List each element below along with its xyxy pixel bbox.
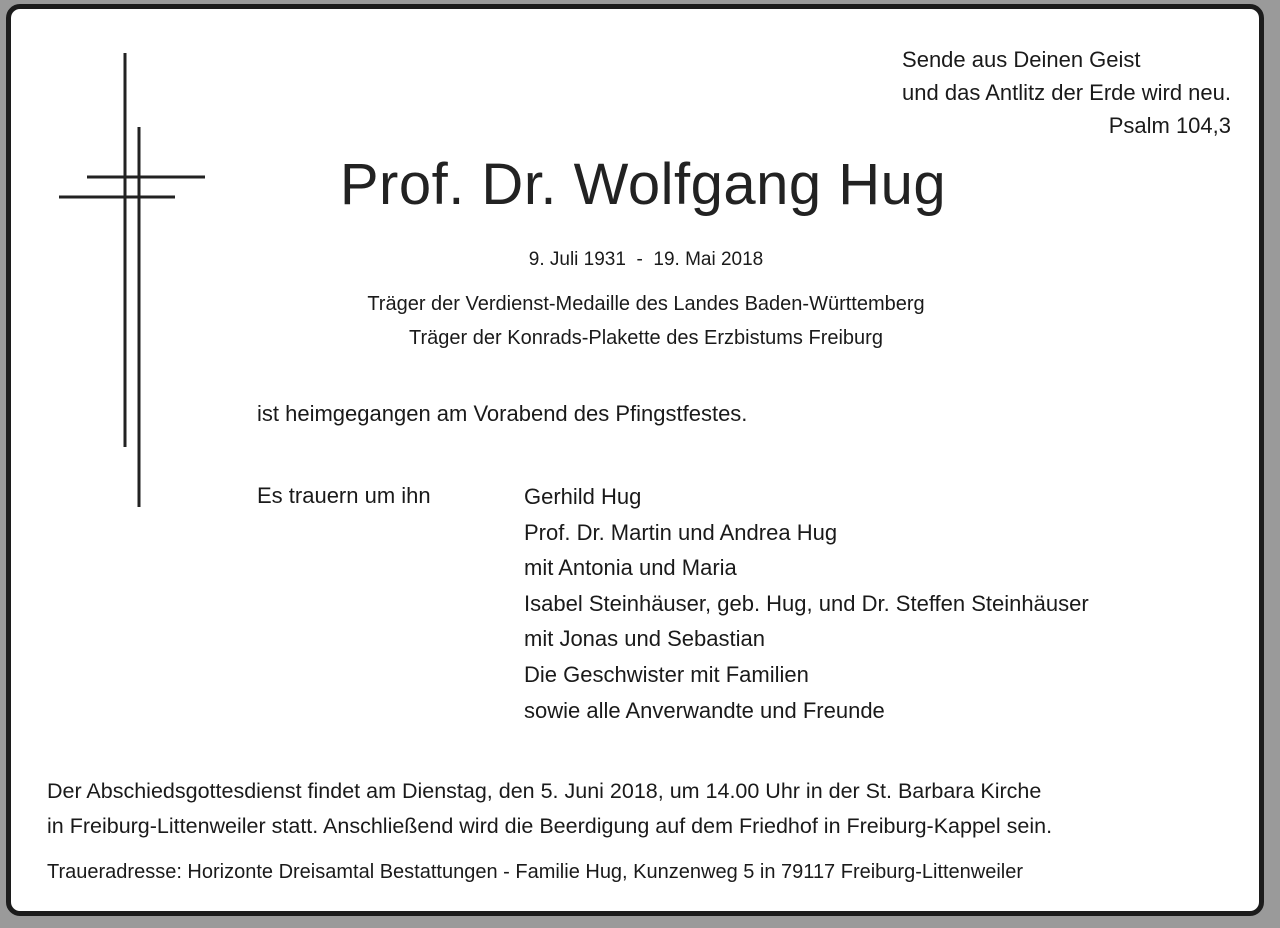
passing-statement: ist heimgegangen am Vorabend des Pfingstfestes. xyxy=(257,401,748,426)
obituary-card xyxy=(6,4,1264,916)
mourner-entry: Prof. Dr. Martin und Andrea Hug xyxy=(524,519,838,545)
honor-line-2: Träger der Konrads-Plakette des Erzbistums Freiburg xyxy=(409,327,883,349)
deceased-name-text: Prof. Dr. Wolfgang Hug xyxy=(339,152,947,217)
service-line-2: in Freiburg-Littenweiler statt. Anschließend wird die Beerdigung auf dem Friedhof in Freiburg-Kappel sein. xyxy=(47,814,1053,838)
mourners-list xyxy=(524,479,1089,728)
psalm-line-2: und das Antlitz der Erde wird neu. xyxy=(902,80,1231,105)
mourner-entry: Gerhild Hug xyxy=(524,484,642,509)
mourners-label: Es trauern um ihn xyxy=(257,483,431,508)
mourner-entry: sowie alle Anverwandte und Freunde xyxy=(524,697,885,723)
mourner-entry: mit Jonas und Sebastian xyxy=(524,626,765,652)
psalm-line-1: Sende aus Deinen Geist xyxy=(902,47,1141,72)
mourner-entry: mit Antonia und Maria xyxy=(524,555,737,581)
mourner-entry: Isabel Steinhäuser, geb. Hug, und Dr. Steffen Steinhäuser xyxy=(524,590,1089,616)
life-dates: 9. Juli 1931 - 19. Mai 2018 xyxy=(528,249,764,270)
honor-line-1: Träger der Verdienst-Medaille des Landes Baden-Württemberg xyxy=(367,293,925,315)
psalm-quote xyxy=(902,43,1231,142)
service-line-1: Der Abschiedsgottesdienst findet am Dienstag, den 5. Juni 2018, um 14.00 Uhr in der St. Barbara Kirche xyxy=(47,779,1042,803)
mourner-entry: Die Geschwister mit Familien xyxy=(524,661,809,687)
service-notice xyxy=(47,774,1052,844)
psalm-reference: Psalm 104,3 xyxy=(1108,113,1231,138)
deceased-name xyxy=(11,151,1259,218)
double-cross-icon xyxy=(51,47,211,517)
mourning-address: Traueradresse: Horizonte Dreisamtal Bestattungen - Familie Hug, Kunzenweg 5 in 79117 Freiburg-Littenweiler xyxy=(47,861,1024,883)
